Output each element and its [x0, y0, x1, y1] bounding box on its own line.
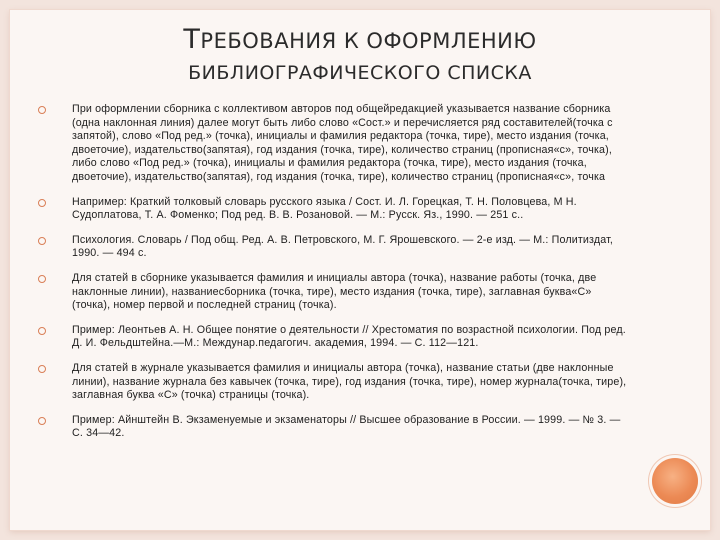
decorative-orange-circle [652, 458, 698, 504]
bullet-circle-icon [36, 234, 72, 248]
slide [10, 10, 710, 530]
list-item [36, 103, 632, 185]
list-item [36, 196, 632, 223]
slide-title [10, 24, 710, 89]
list-item-text: Для статей в журнале указывается фамилия и инициалы автора (точка), название статьи (две наклонные линии), название журнала без кавычек (точка, тире), год издания (точка, тире), номер журнала(точка, тире), заглавная буква «С» (точка) страницы (точка). [72, 361, 627, 402]
list-item-text: Психология. Словарь / Под общ. Ред. А. В. Петровского, М. Г. Ярошевского. — 2-е изд. — М.: Политиздат, 1990. — 494 с. [72, 233, 614, 260]
list-item [36, 414, 632, 441]
list-item-text: Для статей в сборнике указывается фамилия и инициалы автора (точка), название работы (точка, две наклонные линии), названиесборника (точка, тире), место издания (точка, тире), заглавная буква«С» (точка), номер первой и последней страниц (точка). [72, 271, 597, 312]
bullet-circle-icon [36, 196, 72, 210]
bullet-circle-icon [36, 362, 72, 376]
title-line-1 [10, 24, 710, 57]
bullet-circle-icon [36, 324, 72, 338]
list-item-text: Например: Краткий толковый словарь русского языка / Сост. И. Л. Горецкая, Т. Н. Половцева, М Н. Судоплатова, Т. А. Фоменко; Под ред. В. В. Розановой. — М.: Русск. Яз., 1990. — 251 с.. [72, 195, 577, 222]
list-item [36, 324, 632, 351]
title-line-1-rest: РЕБОВАНИЯ К ОФОРМЛЕНИЮ [200, 29, 537, 53]
bullet-list [36, 103, 632, 452]
list-item-text: Пример: Леонтьев А. Н. Общее понятие о деятельности // Хрестоматия по возрастной психологии. Под ред. Д. И. Фельдштейна.—М.: Междунар.педагогич. академия, 1994. — С. 112—121. [72, 323, 626, 350]
list-item [36, 234, 632, 261]
bullet-circle-icon [36, 103, 72, 117]
title-initial: Т [183, 24, 201, 55]
list-item [36, 272, 632, 313]
title-line-2: БИБЛИОГРАФИЧЕСКОГО СПИСКА [188, 62, 532, 84]
bullet-circle-icon [36, 414, 72, 428]
list-item [36, 362, 632, 403]
list-item-text: При оформлении сборника с коллективом авторов под общейредакцией указывается название сборника (одна наклонная линия) далее могут быть либо слово «Сост.» и перечисляется ряд составителей(точка с запятой), слово «Под ред.» (точка), инициалы и фамилия редактора (точка, тире), место издания (точка, двоеточие), издательство(запятая), год издания (точка, тире), количество страниц (прописная«с», точка), либо слово «Под ред.» (точка), инициалы и фамилия редактора (точка, тире), место издания (точка, двоеточие), издательство(запятая), год издания (точка, тире), количество страниц (прописная«с», точка [72, 103, 613, 183]
list-item-text: Пример: Айнштейн В. Экзаменуемые и экзаменаторы // Высшее образование в России. — 1999. — № 3. — С. 34—42. [72, 413, 621, 440]
bullet-circle-icon [36, 272, 72, 286]
